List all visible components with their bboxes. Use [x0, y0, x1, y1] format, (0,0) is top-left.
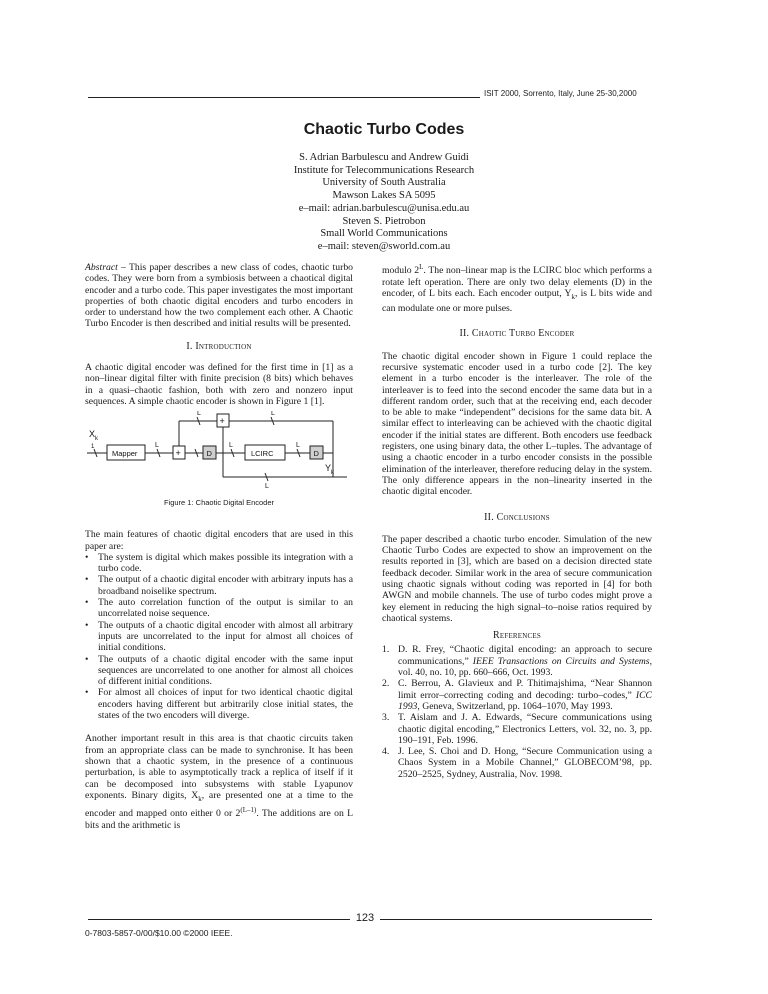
- section-2-paragraph: The chaotic digital encoder shown in Figure 1 could replace the recursive systematic encoder used in a turbo code [2]. The key element in a turbo encoder is the interleaver. The role of the interleaver is to feed into the second encoder the same data but in a different random order, such that at the receiving end, each decoder to be able to make “independent” decisions for the same data bit. A similar effect to interleaving can be achieved with the chaotic digital encoder if the initial states are different. Both encoders use feedback registers, one using binary data, the other L–tuples. The advantage of using a chaotic encoder in a turbo encoder consists in the possible elimination of the interleaver, therefore reducing delay in the system. The only difference appears in the non–linearity inserted in the chaotic digital encoder.: [382, 350, 652, 498]
- text-run: , Geneva, Switzerland, pp. 1064–1070, May 1993.: [417, 700, 613, 712]
- text-run: D. R. Frey, “Chaotic digital encoding: an approach to secure communications,”: [398, 644, 652, 667]
- conclusions-heading: II. Conclusions: [484, 511, 550, 523]
- text-run: T. Aislam and J. A. Edwards, “Secure communications using chaotic digital encoding,” Electronics Letters, vol. 32, no. 3, pp. 190–191, Feb. 1996.: [398, 712, 652, 746]
- text-run: , is L bits wide and can modulate one or more pulses.: [382, 287, 652, 315]
- abstract: [85, 262, 353, 330]
- text-run: . The additions are on L bits and the arithmetic is: [85, 808, 354, 831]
- text-run: , vol. 40, no. 10, pp. 660–666, Oct. 1993.: [398, 655, 652, 679]
- intro-paragraph: [85, 733, 353, 831]
- author-email[interactable]: e–mail: adrian.barbulescu@unisa.edu.au: [298, 202, 470, 214]
- author-line: Steven S. Pietrobon: [342, 215, 426, 227]
- continued-paragraph: [382, 262, 652, 314]
- text-run: J. Lee, S. Choi and D. Hong, “Secure Communication using a Chaos System in a Mobile Channel,” GLOBECOM’98, pp. 2520–2525, Sydney, Australia, Nov. 1998.: [398, 746, 652, 780]
- reference-item: [382, 746, 652, 780]
- input-label: X: [89, 429, 96, 440]
- bus-width-label: L: [265, 483, 269, 491]
- intro-paragraph: The main features of chaotic digital encoders that are used in this paper are:: [85, 529, 353, 552]
- reference-number: 3.: [382, 712, 390, 724]
- subscript: k: [198, 794, 202, 803]
- bus-width-label: L: [271, 411, 275, 418]
- feature-list: [85, 552, 353, 721]
- author-line: Small World Communications: [320, 228, 448, 240]
- subscript: k: [571, 292, 575, 301]
- text-run: . The non–linear map is the LCIRC bloc which performs a rotate left operation. There are only two delay elements (D) in the encoder, of L bits each. Each encoder output, Y: [382, 265, 652, 299]
- text-run: IEEE Transactions on Circuits and Systems: [472, 655, 650, 667]
- bus-width-label: 1: [91, 444, 95, 451]
- bus-width-label: L: [296, 442, 300, 450]
- intro-heading: I. Introduction: [186, 340, 252, 352]
- author-email[interactable]: e–mail: steven@sworld.com.au: [317, 240, 451, 252]
- text-run: ICC 1993: [398, 689, 652, 712]
- text-run: , are presented one at a time to the encoder and mapped onto either 0 or 2: [85, 789, 353, 820]
- section-2-heading: II. Chaotic Turbo Encoder: [459, 328, 575, 340]
- list-item: • The system is digital which makes possible its integration with a turbo code.: [85, 552, 353, 575]
- paper-title: Chaotic Turbo Codes: [303, 121, 465, 138]
- reference-number: 1.: [382, 644, 390, 656]
- reference-list: [382, 644, 652, 780]
- list-item: • For almost all choices of input for two identical chaotic digital encoders having different but arbitrarily close initial states, the states of the two encoders will diverge.: [85, 687, 353, 721]
- delay-1-label: D: [206, 449, 212, 459]
- mapper-label: Mapper: [112, 449, 138, 459]
- conclusions-paragraph: The paper described a chaotic turbo encoder. Simulation of the new Chaotic Turbo Codes are expected to show an improvement on the results reported in [3], which are based on a decision directed state feedback decoder. Similar work in the area of secure communication using chaotic signals without coding was reported in [4] for both AWGN and mobile channels. The use of turbo codes might prove a key element in reducing the high signal–to–noise ratios required by chaotical systems.: [382, 533, 652, 624]
- output-label: Y: [325, 463, 332, 474]
- right-column: [382, 262, 652, 780]
- intro-paragraph: A chaotic digital encoder was defined for the first time in [1] as a non–linear digital filter with finite precision (8 bits) which behaves in a quasi–chaotic fashion, both with zero and nonzero input sequences. A simple chaotic encoder is shown in Figure 1 [1].: [85, 362, 353, 407]
- adder-1-label: +: [175, 448, 181, 459]
- delay-2-label: D: [313, 449, 319, 459]
- adder-2-label: +: [219, 416, 225, 427]
- superscript: L: [419, 263, 424, 271]
- author-line: S. Adrian Barbulescu and Andrew Guidi: [299, 152, 469, 163]
- references-heading: References: [493, 630, 541, 642]
- bus-width-label: L: [197, 411, 201, 418]
- reference-number: 2.: [382, 678, 390, 690]
- header-rule: [88, 97, 480, 98]
- author-line: University of South Australia: [322, 177, 446, 189]
- figure-1: [85, 411, 353, 529]
- list-item: • The outputs of a chaotic digital encoder with the same input sequences are uncorrelated to one another for almost all choices of different initial conditions.: [85, 654, 353, 688]
- copyright-notice: 0-7803-5857-0/00/$10.00 ©2000 IEEE.: [85, 928, 233, 938]
- reference-item: [382, 644, 652, 678]
- conference-header: ISIT 2000, Sorrento, Italy, June 25-30,2000: [484, 89, 637, 98]
- abstract-text: This paper describes a new class of codes, chaotic turbo codes. They were born from a symbiosis between a chaotical digital encoder and a turbo code. This paper investigates the most important properties of both chaotic digital encoders and turbo encoders in order to understand how the two complement each other. A Chaotic Turbo Encoder is then described and initial results will be presented.: [85, 262, 354, 330]
- text-run: modulo 2: [382, 265, 420, 277]
- text-run: C. Berrou, A. Glavieux and P. Thitimajshima, “Near Shannon limit error–correcting coding and decoding: turbo–codes,”: [398, 678, 652, 701]
- bus-width-label: L: [155, 442, 159, 450]
- left-column: [85, 262, 353, 831]
- superscript: (L–1): [240, 806, 257, 815]
- figure-caption: Figure 1: Chaotic Digital Encoder: [163, 498, 275, 508]
- reference-item: [382, 678, 652, 712]
- list-item: • The output of a chaotic digital encoder with arbitrary inputs has a broadband noiselike spectrum.: [85, 574, 353, 597]
- author-block: [200, 152, 568, 254]
- reference-number: 4.: [382, 746, 390, 758]
- abstract-label: Abstract –: [85, 262, 126, 273]
- author-line: Institute for Telecommunications Research: [293, 164, 475, 176]
- list-item: • The outputs of a chaotic digital encoder with almost all arbitrary inputs are uncorrelated to the input for almost all choices of initial conditions.: [85, 620, 353, 654]
- reference-item: [382, 712, 652, 746]
- bus-width-label: L: [229, 442, 233, 450]
- footer-rule: [88, 919, 350, 920]
- page-number: 123: [355, 912, 375, 924]
- footer-rule: [380, 919, 652, 920]
- list-item: • The auto correlation function of the output is similar to an uncorrelated noise sequence.: [85, 597, 353, 620]
- lcirc-label: LCIRC: [251, 449, 274, 459]
- text-run: Another important result in this area is that chaotic circuits taken from an appropriate class can be made to synchronise. It has been shown that a chaotic system, in the presence of a continuous perturbation, is able to asymptotically track a replica of itself if it can be decomposed into subsystems with stable Lyapunov exponents. Binary digits, X: [85, 733, 353, 801]
- author-line: Mawson Lakes SA 5095: [332, 190, 436, 202]
- input-subscript: k: [95, 436, 98, 443]
- output-subscript: k: [331, 470, 334, 477]
